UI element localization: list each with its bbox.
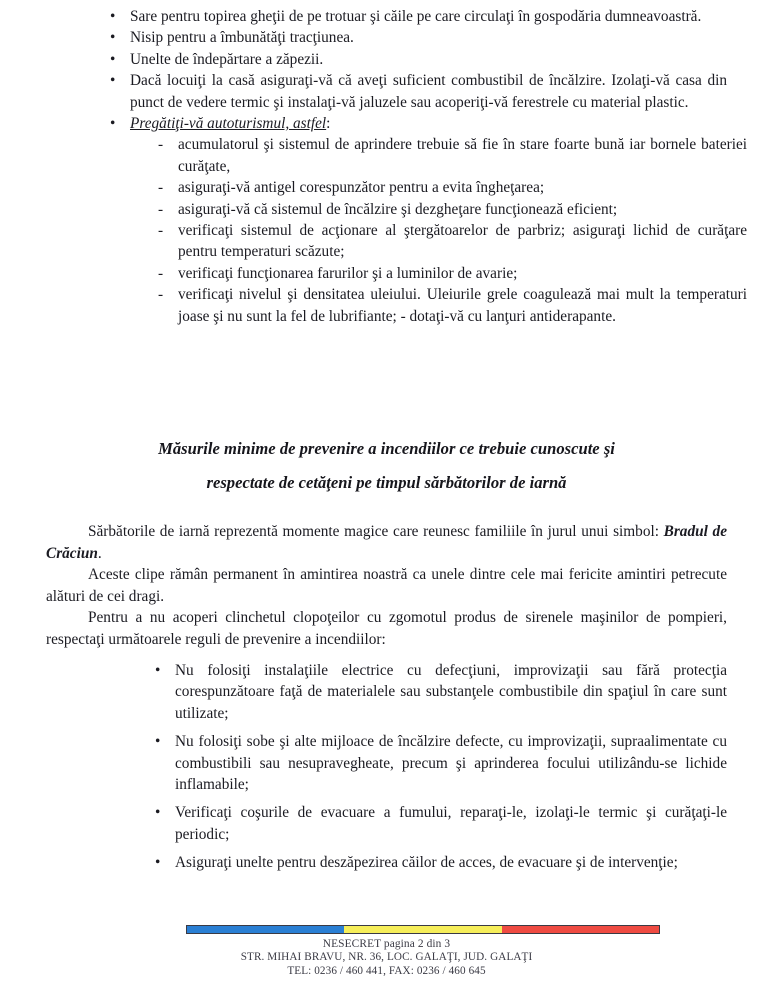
section-heading-line-2: respectate de cetăţeni pe timpul sărbătorilor de iarnă xyxy=(206,473,567,492)
list-item xyxy=(155,852,727,873)
bullet-marker: • xyxy=(110,72,116,90)
list-item xyxy=(110,6,727,27)
flag-segment-yellow xyxy=(344,926,501,933)
bullet-marker: • xyxy=(155,662,161,679)
list-item-text: Dacă locuiţi la casă asiguraţi-vă că aveţi suficient combustibil de încălzire. Izolaţi-vă casa din punct de vedere termic şi instalaţi-vă jaluzele sau acoperiţi-vă ferestrele cu material plastic. xyxy=(130,72,727,111)
sublist-item xyxy=(158,134,747,177)
list-item xyxy=(155,660,727,724)
sublist-item-text: acumulatorul şi sistemul de aprindere trebuie să fie în stare foarte bună iar bornele bateriei curăţate, xyxy=(178,136,747,175)
sublist-item xyxy=(158,177,747,198)
winter-preparation-list xyxy=(110,6,747,327)
dash-marker: - xyxy=(158,179,164,197)
list-item-text: Unelte de îndepărtare a zăpezii. xyxy=(130,50,324,68)
car-preparation-title-suffix: : xyxy=(326,115,331,133)
list-item xyxy=(155,731,727,795)
sublist-item-text: verificaţi sistemul de acţionare al ştergătoarelor de parbriz; asiguraţi lichid de curăţare pentru temperaturi scăzute; xyxy=(178,222,747,261)
list-item-car-preparation xyxy=(110,113,747,327)
section-heading xyxy=(90,432,683,500)
sublist-item-text: verificaţi nivelul şi densitatea uleiului. Uleiurile grele coagulează mai mult la temperaturi joase şi nu sunt la fel de lubrifiante; - dotaţi-vă cu lanţuri antiderapante. xyxy=(178,286,747,325)
list-item-text: Sare pentru topirea gheţii de pe trotuar şi căile pe care circulaţi în gospodăria dumneavoastră. xyxy=(130,8,702,25)
bullet-marker: • xyxy=(110,29,116,47)
sublist-item-text: asiguraţi-vă antigel corespunzător pentru a evita îngheţarea; xyxy=(178,179,545,197)
bullet-marker: • xyxy=(155,733,161,751)
footer-text-block xyxy=(0,937,773,978)
flag-segment-red xyxy=(502,926,659,933)
dash-marker: - xyxy=(158,200,164,218)
list-item xyxy=(110,49,727,70)
fire-prevention-rules-list xyxy=(155,660,727,881)
paragraph-intro-emphasis: Bradul de Crăciun xyxy=(46,523,727,562)
sublist-item xyxy=(158,220,747,263)
footer-contact: TEL: 0236 / 460 441, FAX: 0236 / 460 645 xyxy=(287,964,486,977)
bullet-marker: • xyxy=(110,50,116,68)
bullet-marker: • xyxy=(155,804,161,822)
footer-classification: NESECRET pagina 2 din 3 xyxy=(322,938,451,950)
bullet-marker: • xyxy=(110,8,116,25)
romanian-tricolor-bar xyxy=(186,925,660,934)
paragraph-intro-text-a: Sărbătorile de iarnă reprezentă momente magice care reunesc familiile în jurul unui simbol: xyxy=(88,523,664,541)
dash-marker: - xyxy=(158,222,164,240)
paragraph-rules-lead: Pentru a nu acoperi clinchetul clopoţeilor cu zgomotul produs de sirenele maşinilor de pompieri, respectaţi următoarele reguli de prevenire a incendiilor: xyxy=(46,609,727,648)
list-item xyxy=(155,802,727,845)
paragraph-intro-text-b: . xyxy=(97,544,102,562)
dash-marker: - xyxy=(158,136,164,154)
paragraph-memories: Aceste clipe rămân permanent în amintirea noastră ca unele dintre cele mai fericite amintiri petrecute alături de cei dragi. xyxy=(46,566,727,605)
bullet-marker: • xyxy=(110,115,116,133)
sublist-item-text: verificaţi funcţionarea farurilor şi a luminilor de avarie; xyxy=(178,264,518,282)
sublist-item xyxy=(158,199,747,220)
list-item-text: Nisip pentru a îmbunătăţi tracţiunea. xyxy=(130,29,354,47)
sublist-item-text: asiguraţi-vă că sistemul de încălzire şi dezgheţare funcţionează eficient; xyxy=(178,200,618,218)
list-item-text: Asiguraţi unelte pentru deszăpezirea căilor de acces, de evacuare şi de intervenţie; xyxy=(175,854,678,872)
footer-address: STR. MIHAI BRAVU, NR. 36, LOC. GALAŢI, JUD. GALAŢI xyxy=(240,951,533,963)
list-item xyxy=(110,27,727,48)
paragraph-intro xyxy=(46,521,727,564)
list-item-text: Verificaţi coşurile de evacuare a fumului, reparaţi-le, izolaţi-le termic şi curăţaţi-le periodic; xyxy=(175,804,727,843)
car-preparation-title: Pregătiţi-vă autoturismul, astfel xyxy=(130,115,327,133)
list-item xyxy=(110,70,727,113)
flag-segment-blue xyxy=(187,926,344,933)
bullet-marker: • xyxy=(155,854,161,872)
dash-marker: - xyxy=(158,264,164,282)
sublist-item xyxy=(158,284,747,327)
car-preparation-title-row xyxy=(130,113,727,134)
dash-marker: - xyxy=(158,286,164,304)
list-item-text: Nu folosiţi instalaţiile electrice cu defecţiuni, improvizaţii sau fără protecţia corespunzătoare faţă de materialele sau substanţele combustibile din spaţiul în care sunt utilizate; xyxy=(175,662,727,722)
car-preparation-sublist xyxy=(158,134,747,327)
list-item-text: Nu folosiţi sobe şi alte mijloace de încălzire defecte, cu improvizaţii, supraalimentate cu combustibili sau nesupravegheate, precum şi aprinderea focului utilizându-se lichide inflamabile; xyxy=(175,733,727,794)
sublist-item xyxy=(158,263,747,284)
section-heading-line-1: Măsurile minime de prevenire a incendiilor ce trebuie cunoscute şi xyxy=(158,439,615,458)
